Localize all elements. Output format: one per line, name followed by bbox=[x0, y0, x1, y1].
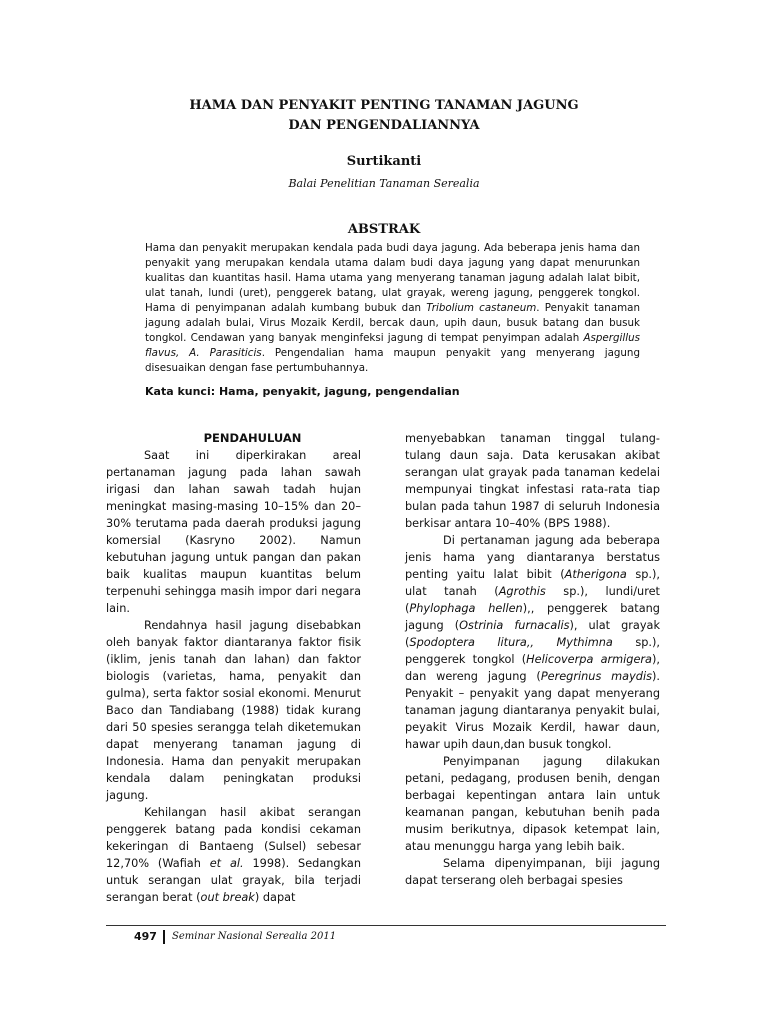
running-title: Seminar Nasional Serealia 2011 bbox=[172, 931, 337, 942]
text-run: sp.), penggerek tongkol ( bbox=[405, 636, 660, 666]
text-run: sp.), lundi/uret ( bbox=[405, 585, 660, 615]
title-block bbox=[100, 96, 668, 237]
abstract-part-2: . Penyakit tanaman jagung adalah bulai, Virus Mozaik Kerdil, bercak daun, upih daun, busuk batang dan busuk tongkol. Cendawan yang banyak menginfeksi jagung di tempat penyimpan adalah bbox=[145, 302, 640, 344]
paragraph: Penyimpanan jagung dilakukan petani, pedagang, produsen benih, dengan berbagai kepentingan antara lain untuk keamanan pangan, kebutuhan benih pada musim berikutnya, dipasok ketempat lain, atau menunggu harga yang lebih baik. bbox=[405, 755, 660, 853]
title-line-1: HAMA DAN PENYAKIT PENTING TANAMAN JAGUNG bbox=[189, 98, 579, 113]
text-run: 1998). Sedangkan untuk serangan ulat grayak, bila terjadi serangan berat ( bbox=[106, 857, 362, 904]
abstract-species-tribolium: Tribolium castaneum bbox=[426, 302, 537, 314]
paragraph bbox=[405, 532, 660, 753]
text-run: sp.), ulat tanah ( bbox=[405, 568, 660, 598]
abstract-text bbox=[145, 241, 640, 376]
text-run: ),, penggerek batang jagung ( bbox=[405, 602, 660, 632]
abstract-part-1: Hama dan penyakit merupakan kendala pada budi daya jagung. Ada beberapa jenis hama dan penyakit yang merupakan kendala utama dalam budi daya jagung yang dapat menurunkan kualitas dan kuantitas hasil. Hama utama yang menyerang tanaman jagung adalah lalat bibit, ulat tanah, lundi (uret), penggerek batang, ulat grayak, wereng jagung, penggerek tongkol. Hama di penyimpanan adalah kumbang bubuk dan bbox=[145, 242, 640, 314]
keywords: Kata kunci: Hama, penyakit, jagung, pengendalian bbox=[145, 385, 460, 398]
paragraph bbox=[106, 804, 361, 906]
title-line-2: DAN PENGENDALIANNYA bbox=[288, 118, 480, 133]
text-run: ), ulat grayak ( bbox=[405, 619, 660, 649]
species-name: Helicoverpa armigera bbox=[526, 653, 652, 666]
right-column bbox=[405, 430, 660, 889]
author-name: Surtikanti bbox=[346, 154, 422, 169]
species-name: Spodoptera litura,, Mythimna bbox=[409, 636, 613, 649]
left-column bbox=[106, 430, 361, 906]
paper-title bbox=[100, 96, 668, 136]
footer-divider bbox=[163, 930, 165, 944]
abstract-species-aspergillus: Aspergillus flavus, A. Parasiticis bbox=[145, 332, 640, 359]
author-affiliation: Balai Penelitian Tanaman Serealia bbox=[288, 177, 480, 190]
text-run: ) dapat bbox=[254, 891, 296, 904]
text-run: ), dan wereng jagung ( bbox=[405, 653, 660, 683]
text-run: Kehilangan hasil akibat serangan penggerek batang pada kondisi cekaman kekeringan di Bantaeng (Sulsel) sebesar 12,70% (Wafiah bbox=[106, 806, 361, 870]
citation-etal: et al. bbox=[209, 857, 244, 870]
species-name: Agrothis bbox=[498, 585, 546, 598]
paragraph: menyebabkan tanaman tinggal tulang-tulang daun saja. Data kerusakan akibat serangan ulat grayak pada tanaman kedelai mempunyai tingkat infestasi rata-rata tiap bulan pada tahun 1987 di seluruh Indonesia berkisar antara 10–40% (BPS 1988). bbox=[405, 432, 660, 530]
abstract-heading: ABSTRAK bbox=[347, 222, 421, 237]
paragraph: Rendahnya hasil jagung disebabkan oleh banyak faktor diantaranya faktor fisik (iklim, jenis tanah dan lahan) dan faktor biologis (varietas, hama, penyakit dan gulma), serta faktor sosial ekonomi. Menurut Baco dan Tandiabang (1988) tidak kurang dari 50 spesies serangga telah diketemukan dapat menyerang tanaman jagung di Indonesia. Hama dan penyakit merupakan kendala dalam peningkatan produksi jagung. bbox=[106, 619, 361, 802]
page-number: 497 bbox=[134, 930, 157, 943]
term-out-break: out break bbox=[200, 891, 255, 904]
species-name: Ostrinia furnacalis bbox=[459, 619, 570, 632]
text-run: Di pertanaman jagung ada beberapa jenis hama yang diantaranya berstatus penting yaitu lalat bibit ( bbox=[405, 534, 660, 581]
paragraph: Selama dipenyimpanan, biji jagung dapat terserang oleh berbagai spesies bbox=[405, 857, 660, 887]
species-name: Phylophaga hellen bbox=[409, 602, 523, 615]
section-heading: PENDAHULUAN bbox=[203, 431, 302, 445]
text-run: ). Penyakit – penyakit yang dapat menyerang tanaman jagung diantaranya penyakit bulai, peyakit Virus Mozaik Kerdil, hawar daun, hawar upih daun,dan busuk tongkol. bbox=[405, 670, 660, 751]
page-footer bbox=[106, 925, 666, 948]
paragraph: Saat ini diperkirakan areal pertanaman jagung pada lahan sawah irigasi dan lahan sawah tadah hujan meningkat masing-masing 10–15% dan 20–30% terutama pada daerah produksi jagung komersial (Kasryno 2002). Namun kebutuhan jagung untuk pangan dan pakan baik kualitas maupun kuantitas belum terpenuhi sehingga masih impor dari negara lain. bbox=[106, 449, 361, 615]
abstract-part-3: . Pengendalian hama maupun penyakit yang menyerang jagung disesuaikan dengan fase pertumbuhannya. bbox=[145, 347, 640, 374]
species-name: Atherigona bbox=[564, 568, 627, 581]
species-name: Peregrinus maydis bbox=[540, 670, 652, 683]
